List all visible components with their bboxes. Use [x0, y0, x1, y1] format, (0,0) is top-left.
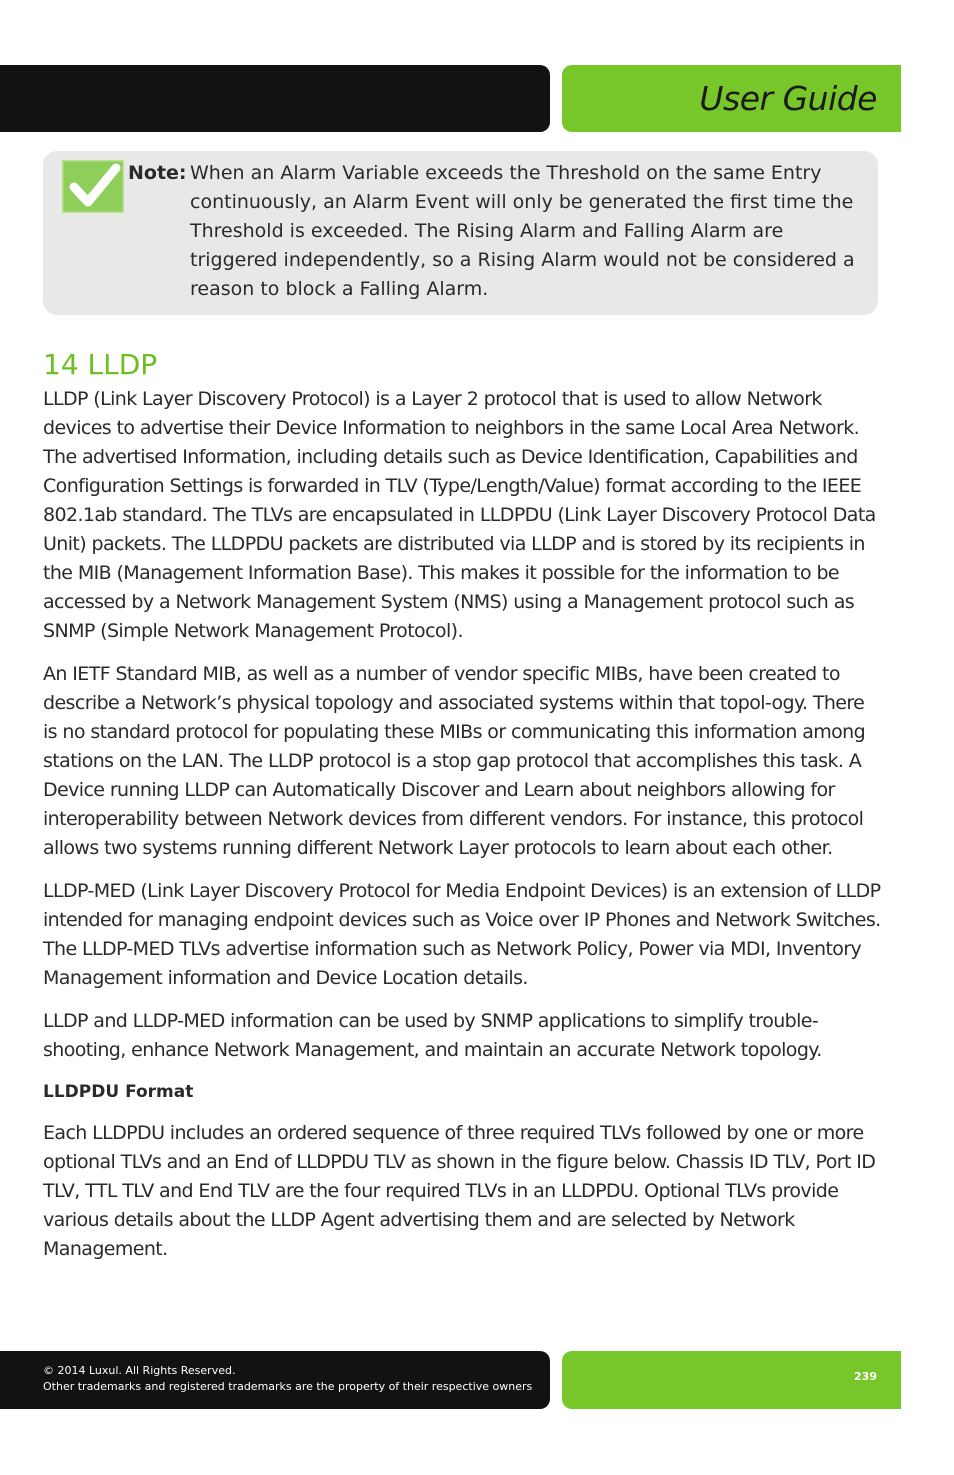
paragraph: Each LLDPDU includes an ordered sequence of three required TLVs followed by one or more optional TLVs and an End of LLDPDU TLV as shown in the figure below. Chassis ID TLV, Port ID TLV, TTL TLV and End TLV are the four required TLVs in an LLDPDU. Optional TLVs provide various details about the LLDP Agent advertising them and are selected by Network Management.	[43, 1122, 876, 1260]
footer-bar-left	[0, 1351, 550, 1409]
note-text: When an Alarm Variable exceeds the Threshold on the same Entry continuously, an Alarm Event will only be generated the first time the Threshold is exceeded. The Rising Alarm and Falling Alarm are triggered independently, so a Rising Alarm would not be considered a reason to block a Falling Alarm.	[190, 162, 855, 300]
paragraph: LLDP and LLDP-MED information can be used by SNMP applications to simplify trouble-shooting, enhance Network Management, and maintain an accurate Network topology.	[43, 1010, 822, 1061]
subheading: LLDPDU Format	[43, 1082, 194, 1102]
paragraph: LLDP-MED (Link Layer Discovery Protocol for Media Endpoint Devices) is an extension of LLDP intended for managing endpoint devices such as Voice over IP Phones and Network Switches. The LLDP-MED TLVs advertise information such as Network Policy, Power via MDI, Inventory Management information and Device Location details.	[43, 880, 881, 989]
main-content	[43, 345, 883, 1278]
note-box	[43, 151, 878, 315]
page-number: 239	[854, 1370, 877, 1383]
checkmark-icon	[62, 160, 124, 213]
paragraph: LLDP (Link Layer Discovery Protocol) is a Layer 2 protocol that is used to allow Network devices to advertise their Device Information to neighbors in the same Local Area Network. The advertised Information, including details such as Device Identification, Capabilities and Configuration Settings is forwarded in TLV (Type/Length/Value) format according to the IEEE 802.1ab standard. The TLVs are encapsulated in LLDPDU (Link Layer Discovery Protocol Data Unit) packets. The LLDPDU packets are distributed via LLDP and is stored by its recipients in the MIB (Management Information Base). This makes it possible for the information to be accessed by a Network Management System (NMS) using a Management protocol such as SNMP (Simple Network Management Protocol).	[43, 388, 876, 642]
header-title: User Guide	[699, 79, 877, 118]
section-title: 14 LLDP	[43, 348, 158, 381]
footer-bar-right	[562, 1351, 901, 1409]
note-label: Note:	[128, 162, 187, 184]
header-bar-left	[0, 65, 550, 132]
copyright-text: © 2014 Luxul. All Rights Reserved.	[43, 1364, 236, 1377]
paragraph: An IETF Standard MIB, as well as a number of vendor specific MIBs, have been created to describe a Network’s physical topology and associated systems within that topol-ogy. There is no standard protocol for populating these MIBs or communicating this information among stations on the LAN. The LLDP protocol is a stop gap protocol that accomplishes this task. A Device running LLDP can Automatically Discover and Learn about neighbors allowing for interoperability between Network devices from different vendors. For instance, this protocol allows two systems running different Network Layer protocols to learn about each other.	[43, 663, 866, 859]
trademark-text: Other trademarks and registered trademarks are the property of their respective owners	[43, 1380, 533, 1393]
header-bar-right	[562, 65, 901, 132]
